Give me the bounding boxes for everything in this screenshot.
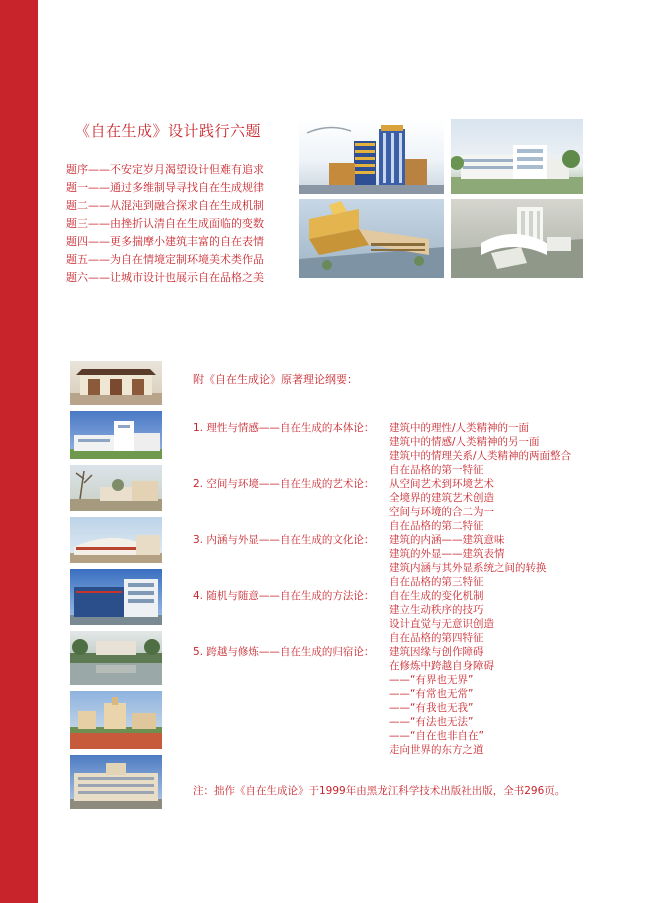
page-title: 《自在生成》设计践行六题	[75, 122, 262, 140]
photo-lakeside-building	[70, 631, 162, 685]
topic-item: 题序——不安定岁月渴望设计但难有追求	[66, 163, 264, 176]
photo-traditional-gate	[70, 361, 162, 405]
outline-line: ——“有常也无常”	[389, 688, 474, 700]
outline-line: 自在品格的第三特征	[389, 576, 484, 588]
outline-item	[193, 533, 623, 589]
outline-item-head: 1. 理性与情感——自在生成的本体论：	[193, 422, 375, 434]
left-red-bar	[0, 0, 38, 903]
outline-line: 建筑中的情理关系/人类精神的两面整合	[389, 450, 572, 462]
outline-line: 建筑中的情感/人类精神的另一面	[389, 436, 540, 448]
outline-item	[193, 645, 623, 757]
outline-line: ——“自在也非自在”	[389, 730, 484, 742]
rendering-golden-complex	[299, 199, 444, 278]
topic-item: 题六——让城市设计也展示自在品格之美	[66, 271, 264, 284]
outline-item-lines	[389, 477, 623, 533]
photo-white-building	[451, 119, 583, 194]
topic-item: 题五——为自在情境定制环境美术类作品	[66, 253, 264, 266]
outline-item-lines	[389, 421, 623, 477]
topic-item: 题四——更多揣摩小建筑丰富的自在表情	[66, 235, 264, 248]
outline-line: 自在生成的变化机制	[389, 590, 484, 602]
appendix-intro: 附《自在生成论》原著理论纲要：	[193, 373, 358, 386]
rendering-tower-hotel	[299, 119, 444, 194]
outline-item-head: 5. 跨越与修炼——自在生成的归宿论：	[193, 646, 375, 658]
outline-line: 建筑的外显——建筑表情	[389, 548, 505, 560]
outline-line: 建立生动秩序的技巧	[389, 604, 484, 616]
outline-item-lines	[389, 589, 623, 645]
outline-item-head: 4. 随机与随意——自在生成的方法论：	[193, 590, 375, 602]
topic-item: 题一——通过多维制导寻找自在生成规律	[66, 181, 264, 194]
photo-curved-building	[70, 517, 162, 563]
photo-trees-building	[70, 465, 162, 511]
outline-line: 自在品格的第一特征	[389, 464, 484, 476]
outline-item-lines	[389, 645, 623, 757]
photo-plaza-buildings	[70, 691, 162, 749]
outline-line: 建筑因缘与创作障碍	[389, 646, 484, 658]
outline-item	[193, 421, 623, 477]
outline-line: 全境界的建筑艺术创造	[389, 492, 494, 504]
outline-line: ——“有界也无界”	[389, 674, 474, 686]
outline-line: 空间与环境的合二为一	[389, 506, 494, 518]
outline-line: 走向世界的东方之道	[389, 744, 484, 756]
outline-line: ——“有我也无我”	[389, 702, 474, 714]
topic-list	[66, 161, 264, 287]
topic-item: 题三——由挫折认清自在生成面临的变数	[66, 217, 264, 230]
photo-large-complex	[70, 755, 162, 809]
outline-line: 建筑中的理性/人类精神的一面	[389, 422, 530, 434]
outline-line: 从空间艺术到环境艺术	[389, 478, 494, 490]
outline-line: ——“有法也无法”	[389, 716, 474, 728]
model-white-complex	[451, 199, 583, 278]
outline-line: 在修炼中跨越自身障碍	[389, 660, 494, 672]
outline-item-head: 3. 内涵与外显——自在生成的文化论：	[193, 534, 375, 546]
outline-line: 建筑内涵与其外显系统之间的转换	[389, 562, 547, 574]
outline-item	[193, 477, 623, 533]
theory-outline	[193, 421, 623, 757]
outline-line: 设计直觉与无意识创造	[389, 618, 494, 630]
outline-item-head: 2. 空间与环境——自在生成的艺术论：	[193, 478, 375, 490]
photo-white-campus	[70, 411, 162, 459]
outline-line: 自在品格的第二特征	[389, 520, 484, 532]
topic-item: 题二——从混沌到融合探求自在生成机制	[66, 199, 264, 212]
outline-line: 自在品格的第四特征	[389, 632, 484, 644]
photo-curtain-wall-building	[70, 569, 162, 625]
outline-line: 建筑的内涵——建筑意味	[389, 534, 505, 546]
outline-item-lines	[389, 533, 623, 589]
outline-item	[193, 589, 623, 645]
footnote: 注：拙作《自在生成论》于1999年由黑龙江科学技术出版社出版，全书296页。	[193, 785, 566, 797]
